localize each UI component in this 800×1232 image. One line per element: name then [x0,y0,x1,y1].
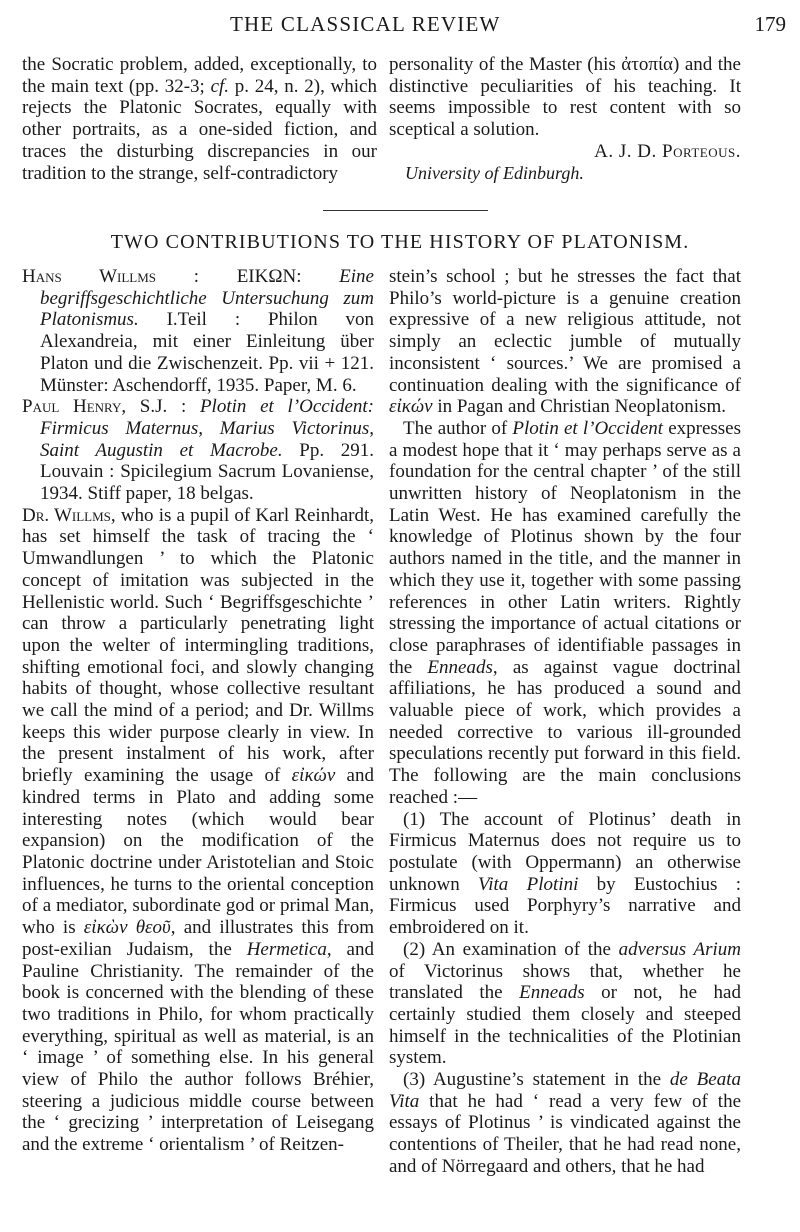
review-paragraph-1-continued: stein’s school ; but he stresses the fact that Philo’s world-picture is a genuine creation expressive of a new religious attitude, not simply an eclectic jumble of mutually inconsistent ‘ sources.’ We are promised a continuation dealing with the significance of εἰκών in Pagan and Christian Neoplatonism. [389,266,741,418]
previous-review-text-right: personality of the Master (his ἀτοπία) and the distinctive peculiarities of his teaching. It seems impossible to rest content with so sceptical a solution. [389,54,741,141]
page-number: 179 [754,12,786,36]
conclusion-3: (3) Augustine’s statement in the de Beata Vita that he had ‘ read a very few of the essays of Plotinus ’ is vindicated against the contentions of Theiler, that he had read none, and of Nörregaard and others, that he had [389,1069,741,1177]
section-divider [323,210,488,211]
reviewer-affiliation: University of Edinburgh. [405,162,584,183]
previous-review-text-left: the Socratic problem, added, exceptionally, to the main text (pp. 32-3; cf. p. 24, n. 2), which rejects the Platonic Socrates, equally with other portraits, as a one-sided fiction, and traces the disturbing discrepancies in our tradition to the strange, self-contradictory [22,54,377,184]
book-entry-henry: Paul Henry, S.J. : Plotin et l’Occident: Firmicus Maternus, Marius Victorinus, Saint Augustin et Macrobe. Pp. 291. Louvain : Spicilegium Sacrum Lovaniense, 1934. Stiff paper, 18 belgas. [22,396,375,505]
previous-review-right-column [389,54,741,184]
journal-title: THE CLASSICAL REVIEW [230,12,501,36]
article-right-column [389,266,741,1178]
conclusion-2: (2) An examination of the adversus Arium of Victorinus shows that, whether he translated the Enneads or not, he had certainly studied them closely and steeped himself in the technicalities of the Plotinian system. [389,938,741,1069]
running-head [0,12,800,42]
article-title: TWO CONTRIBUTIONS TO THE HISTORY OF PLATONISM. [110,231,690,253]
conclusion-1: (1) The account of Plotinus’ death in Firmicus Maternus does not require us to postulate (with Oppermann) an otherwise unknown Vita Plotini by Eustochius : Firmicus used Porphyry’s narrative and embroidered on it. [389,808,741,939]
review-paragraph-2: The author of Plotin et l’Occident expresses a modest hope that it ‘ may perhaps serve as a foundation for the central chapter ’ of the still unwritten history of Neoplatonism in the Latin West. He has examined carefully the knowledge of Plotinus shown by the four authors named in the title, and the manner in which they use it, together with some passing references in other Latin writers. Rightly stressing the importance of actual citations or close paraphrases of identifiable passages in the Enneads, as against vague doctrinal affiliations, he has produced a sound and valuable piece of work, which provides a needed corrective to various ill-grounded speculations recently put forward in this field. The following are the main conclusions reached :— [389,417,741,808]
review-paragraph-1: Dr. Willms, who is a pupil of Karl Reinhardt, has set himself the task of tracing the ‘ Umwandlungen ’ to which the Platonic concept of imitation was subjected in the Hellenistic world. Such ‘ Begriffsgeschichte ’ can throw a particularly penetrating light upon the welter of intermingling traditions, shifting emotional foci, and slowly changing habits of thought, whose collective resultant we call the mind of a period; and Dr. Willms keeps this wider purpose clearly in view. In the present instalment of his work, after briefly examining the usage of εἰκών and kindred terms in Plato and adding some interesting notes (which would bear expansion) on the modification of the Platonic doctrine under Aristotelian and Stoic influences, he turns to the oriental conception of a mediator, subordinate god or primal Man, who is εἰκὼν θεοῦ, and illustrates this from post-exilian Judaism, the Hermetica, and Pauline Christianity. The remainder of the book is concerned with the blending of these two traditions in Philo, for whom practically everything, spiritual as well as material, is an ‘ image ’ of something else. In his general view of Philo the author follows Bréhier, steering a judicious middle course between the ‘ grecizing ’ interpretation of Leisegang and the extreme ‘ orientalism ’ of Reitzen- [22,504,374,1156]
article-left-column [22,266,374,1156]
book-entry-willms: Hans Willms : EIKΩN: Eine begriffsgeschichtliche Untersuchung zum Platonismus. I.Teil : Philon von Alexandreia, mit einer Einleitung über Platon und die Zwischenzeit. Pp. vii + 121. Münster: Aschendorff, 1935. Paper, M. 6. [22,266,374,396]
previous-review-left-column [22,54,377,184]
reviewer-signature: A. J. D. Porteous. [594,140,741,162]
